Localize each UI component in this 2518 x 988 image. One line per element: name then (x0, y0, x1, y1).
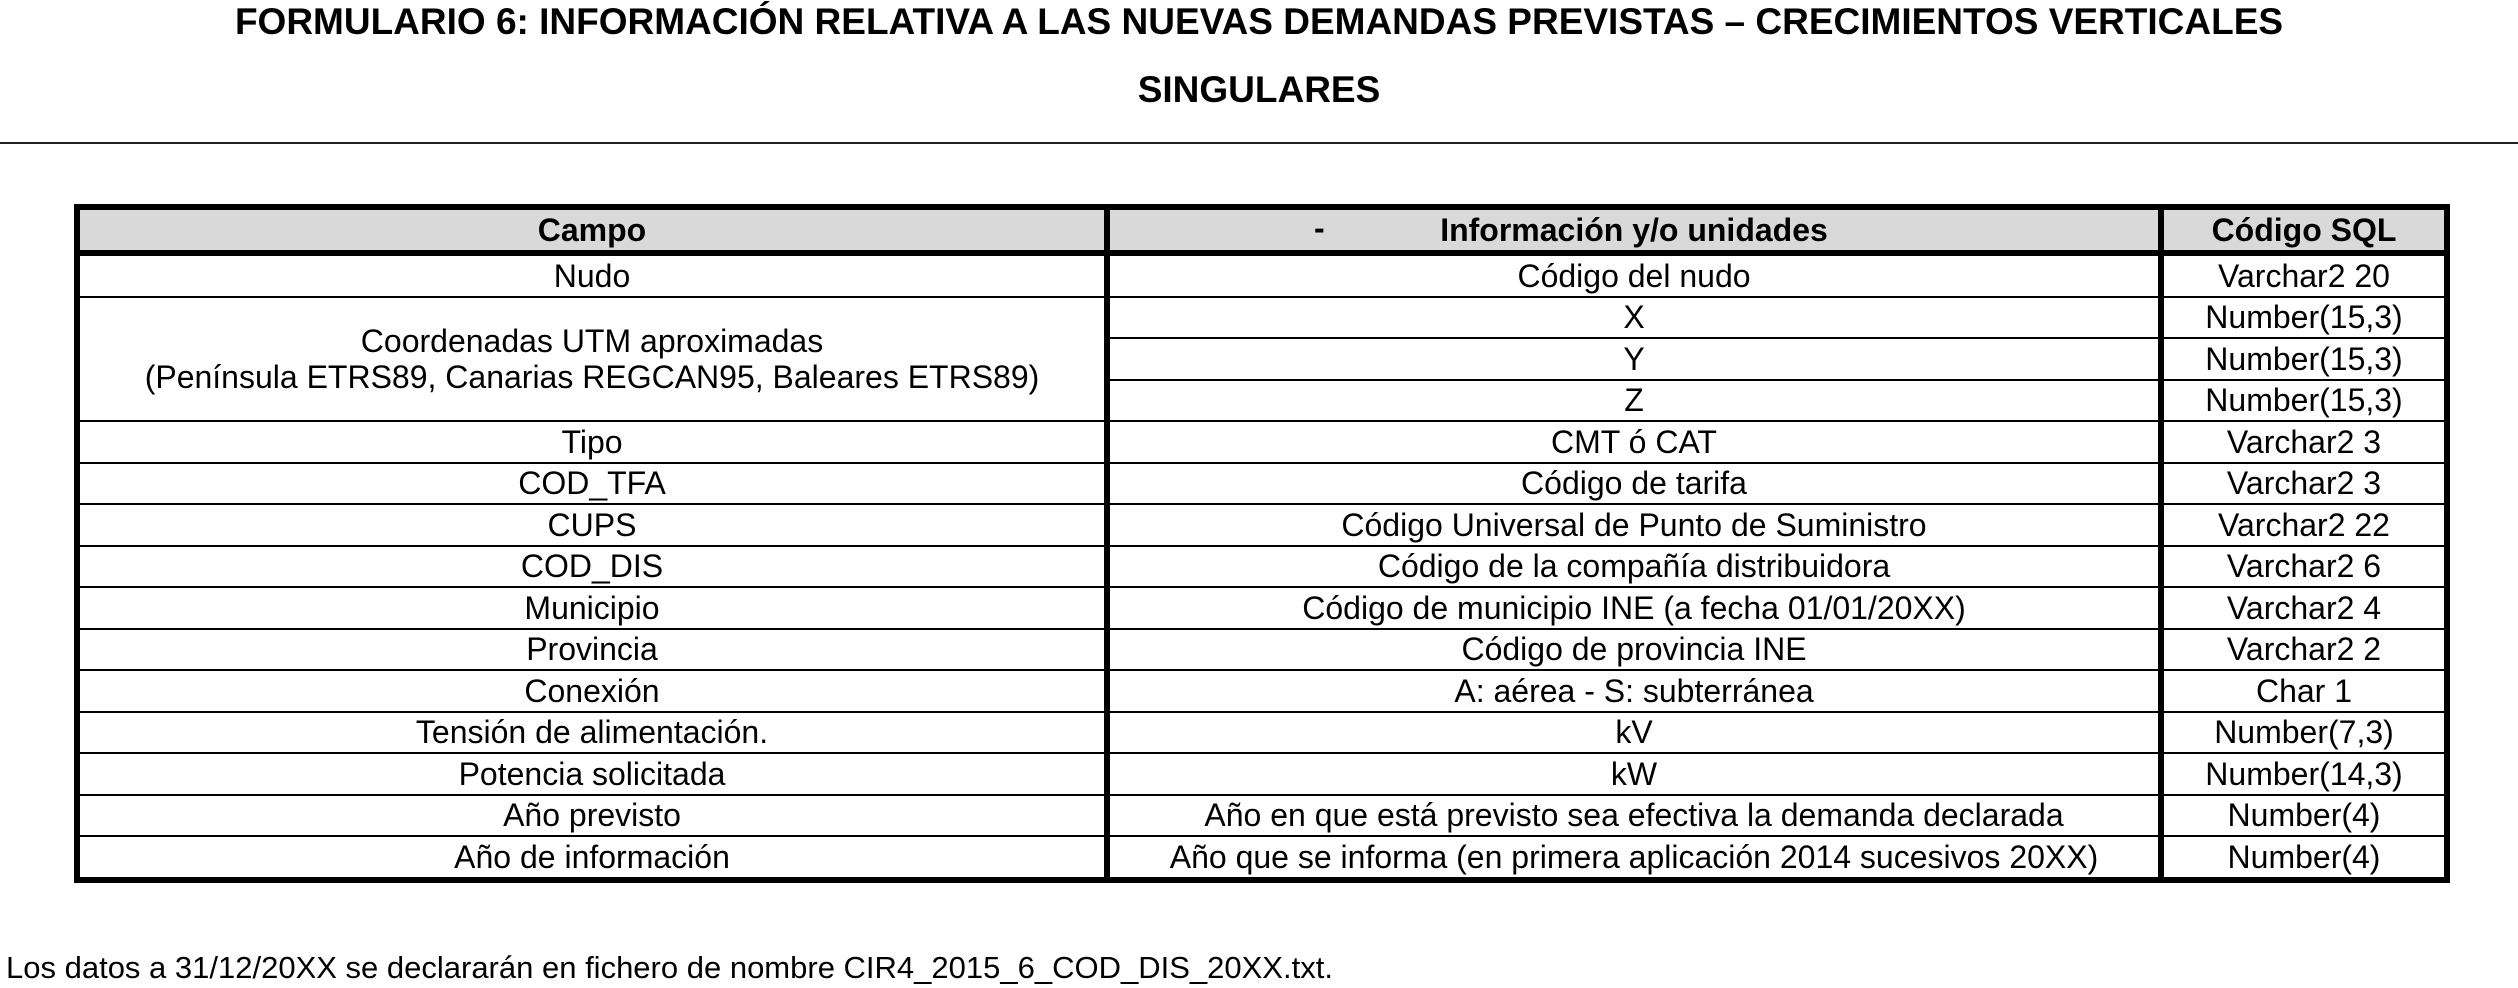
cell-campo: Año de información (77, 836, 1107, 880)
table-row (77, 421, 2447, 463)
cell-campo: COD_TFA (77, 463, 1107, 505)
cell-campo-coordenadas (77, 297, 1107, 422)
header-codigo-sql: Código SQL (2161, 207, 2447, 253)
cell-sql: Char 1 (2161, 670, 2447, 712)
cell-sql: Number(7,3) (2161, 712, 2447, 754)
cell-campo: CUPS (77, 504, 1107, 546)
cell-info: Código de tarifa (1107, 463, 2161, 505)
table-row (77, 587, 2447, 629)
cell-info: CMT ó CAT (1107, 421, 2161, 463)
cell-sql: Number(4) (2161, 836, 2447, 880)
document-title (0, 0, 2518, 124)
cell-sql: Number(4) (2161, 795, 2447, 837)
title-line-2: SINGULARES (1137, 69, 1381, 110)
cell-info: Año que se informa (en primera aplicación 2014 sucesivos 20XX) (1107, 836, 2161, 880)
cell-sql: Varchar2 3 (2161, 421, 2447, 463)
header-campo: Campo (77, 207, 1107, 253)
table-row (77, 670, 2447, 712)
cell-sql: Varchar2 2 (2161, 629, 2447, 671)
form-table (74, 204, 2450, 883)
table-row (77, 253, 2447, 297)
cell-campo: Tipo (77, 421, 1107, 463)
table-row (77, 753, 2447, 795)
cell-campo-line-2: (Península ETRS89, Canarias REGCAN95, Baleares ETRS89) (144, 358, 1040, 395)
cell-info: Código de provincia INE (1107, 629, 2161, 671)
table-row (77, 297, 2447, 339)
cell-campo: Municipio (77, 587, 1107, 629)
cell-campo-line-1: Coordenadas UTM aproximadas (360, 322, 824, 359)
cell-sql: Number(15,3) (2161, 338, 2447, 380)
cell-sql: Varchar2 6 (2161, 546, 2447, 588)
cell-info: Código de la compañía distribuidora (1107, 546, 2161, 588)
cell-campo: Nudo (77, 253, 1107, 297)
cell-sql: Number(15,3) (2161, 380, 2447, 422)
cell-info: Y (1107, 338, 2161, 380)
cell-sql: Varchar2 4 (2161, 587, 2447, 629)
cell-info: kW (1107, 753, 2161, 795)
cell-sql: Varchar2 22 (2161, 504, 2447, 546)
table-row (77, 504, 2447, 546)
footnote: Los datos a 31/12/20XX se declararán en fichero de nombre CIR4_2015_6_COD_DIS_20XX.txt. (6, 950, 1333, 985)
cell-campo: Conexión (77, 670, 1107, 712)
table-row (77, 836, 2447, 880)
cell-info: Z (1107, 380, 2161, 422)
header-row (77, 207, 2447, 253)
table-row (77, 546, 2447, 588)
title-divider (0, 142, 2518, 144)
cell-campo: Tensión de alimentación. (77, 712, 1107, 754)
table-row (77, 463, 2447, 505)
header-informacion-label: Información y/o unidades (1440, 212, 1828, 248)
title-line-1: FORMULARIO 6: INFORMACIÓN RELATIVA A LAS NUEVAS DEMANDAS PREVISTAS – CRECIMIENTOS VERTICALES (234, 1, 2284, 42)
cell-info: Código del nudo (1107, 253, 2161, 297)
cell-info: kV (1107, 712, 2161, 754)
table-row (77, 712, 2447, 754)
table-row (77, 795, 2447, 837)
header-informacion (1107, 207, 2161, 253)
header-dash: - (1314, 210, 1325, 246)
cell-campo: COD_DIS (77, 546, 1107, 588)
cell-info: X (1107, 297, 2161, 339)
cell-info: A: aérea - S: subterránea (1107, 670, 2161, 712)
cell-campo: Año previsto (77, 795, 1107, 837)
cell-campo: Potencia solicitada (77, 753, 1107, 795)
cell-sql: Number(15,3) (2161, 297, 2447, 339)
cell-campo: Provincia (77, 629, 1107, 671)
cell-info: Código de municipio INE (a fecha 01/01/20XX) (1107, 587, 2161, 629)
cell-info: Año en que está previsto sea efectiva la demanda declarada (1107, 795, 2161, 837)
cell-sql: Varchar2 20 (2161, 253, 2447, 297)
cell-info: Código Universal de Punto de Suministro (1107, 504, 2161, 546)
cell-sql: Number(14,3) (2161, 753, 2447, 795)
cell-sql: Varchar2 3 (2161, 463, 2447, 505)
table-row (77, 629, 2447, 671)
